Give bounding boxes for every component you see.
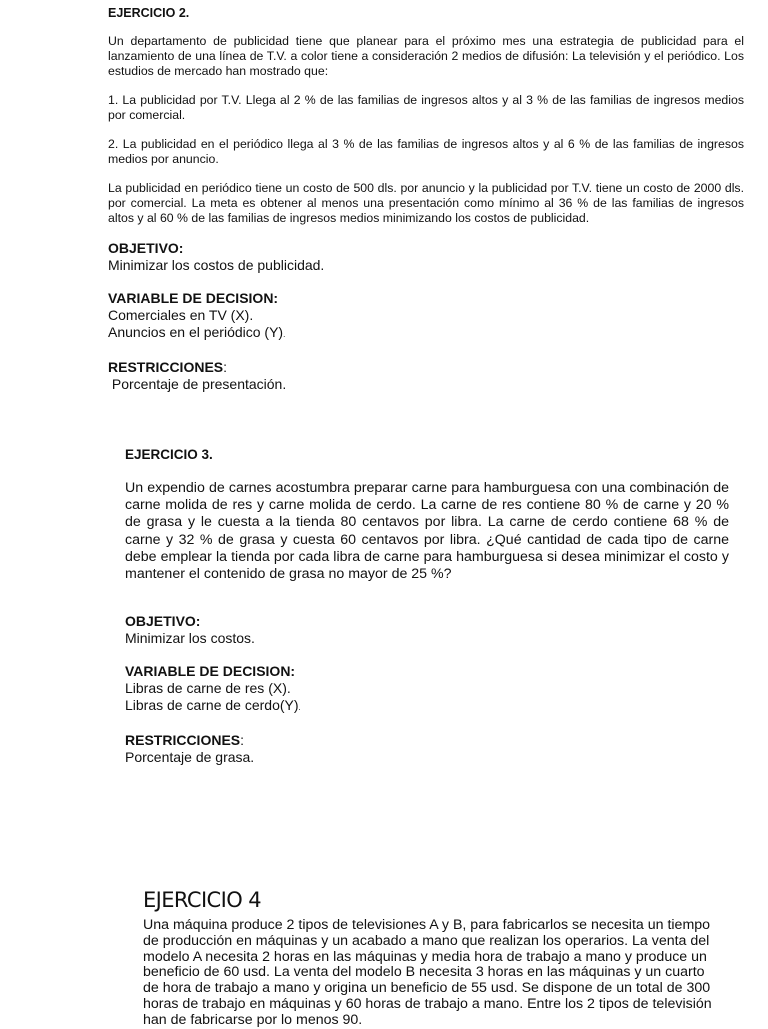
variable-line-y-wrap bbox=[108, 324, 744, 343]
ejercicio-2-point-1: 1. La publicidad por T.V. Llega al 2 % de las familias de ingresos altos y al 3 % de las familias de ingresos medios por comercial. bbox=[108, 93, 744, 122]
colon: : bbox=[240, 732, 245, 749]
ejercicio-3-variable bbox=[125, 663, 729, 716]
ejercicio-2-title: EJERCICIO 2. bbox=[108, 6, 190, 20]
ejercicio-3-restricciones bbox=[125, 732, 729, 766]
ejercicio-2-restricciones bbox=[108, 359, 744, 393]
restricciones-label-wrap bbox=[125, 732, 729, 749]
ejercicio-4-paragraph: Una máquina produce 2 tipos de televisiones A y B, para fabricarlos se necesita un tiempo de producción en máquinas y un acabado a mano que realizan los operarios. La venta del modelo A necesita 2 horas en las máquinas y media hora de trabajo a mano y produce un beneficio de 60 usd. La venta del modelo B necesita 3 horas en las máquinas y un cuarto de hora de trabajo a mano y origina un beneficio de 55 usd. Se dispone de un total de 300 horas de trabajo en máquinas y 60 horas de trabajo a mano. Entre los 2 tipos de televisión han de fabricarse por lo menos 90. bbox=[143, 917, 712, 1028]
variable-line-x: Libras de carne de res (X). bbox=[125, 680, 291, 697]
trailing-dot: . bbox=[298, 703, 301, 713]
restricciones-text: Porcentaje de grasa. bbox=[125, 749, 255, 766]
trailing-dot: . bbox=[283, 330, 286, 339]
ejercicio-2-cost-paragraph: La publicidad en periódico tiene un costo de 500 dls. por anuncio y la publicidad por T.V. tiene un costo de 2000 dls. por comercial. La meta es obtener al menos una presentación como mínimo al 36 % de las familias de ingresos altos y al 60 % de las familias de ingresos medios minimizando los costos de publicidad. bbox=[108, 181, 744, 225]
ejercicio-2-variable bbox=[108, 290, 744, 343]
ejercicio-4-title: EJERCICIO 4 bbox=[143, 888, 261, 912]
restricciones-text: Porcentaje de presentación. bbox=[108, 376, 287, 392]
ejercicio-2-section bbox=[108, 6, 744, 409]
ejercicio-4-section bbox=[143, 888, 719, 1029]
ejercicio-3-title: EJERCICIO 3. bbox=[125, 447, 213, 462]
restricciones-label: RESTRICCIONES bbox=[125, 732, 241, 749]
ejercicio-2-objetivo bbox=[108, 240, 744, 274]
variable-line-y-wrap bbox=[125, 697, 729, 716]
objetivo-text: Minimizar los costos. bbox=[125, 630, 255, 647]
colon: : bbox=[223, 359, 228, 375]
restricciones-label: RESTRICCIONES bbox=[108, 359, 224, 375]
variable-label: VARIABLE DE DECISION: bbox=[108, 290, 279, 306]
variable-line-x: Comerciales en TV (X). bbox=[108, 307, 254, 323]
restricciones-label-wrap bbox=[108, 359, 744, 376]
objetivo-text: Minimizar los costos de publicidad. bbox=[108, 257, 325, 273]
ejercicio-3-objetivo bbox=[125, 613, 729, 647]
objetivo-label: OBJETIVO: bbox=[125, 613, 201, 630]
variable-line-y: Libras de carne de cerdo(Y) bbox=[125, 697, 299, 714]
ejercicio-2-point-2: 2. La publicidad en el periódico llega al 3 % de las familias de ingresos altos y al 6 % de las familias de ingresos medios por anuncio. bbox=[108, 137, 744, 166]
ejercicio-3-section bbox=[125, 447, 729, 782]
variable-line-y: Anuncios en el periódico (Y) bbox=[108, 324, 284, 340]
ejercicio-2-intro: Un departamento de publicidad tiene que planear para el próximo mes una estrategia de publicidad para el lanzamiento de una línea de T.V. a color tiene a consideración 2 medios de difusión: La televisión y el periódico. Los estudios de mercado han mostrado que: bbox=[108, 34, 744, 78]
variable-label: VARIABLE DE DECISION: bbox=[125, 663, 296, 680]
objetivo-label: OBJETIVO: bbox=[108, 240, 184, 256]
ejercicio-3-paragraph: Un expendio de carnes acostumbra preparar carne para hamburguesa con una combinación de carne molida de res y carne molida de cerdo. La carne de res contiene 80 % de carne y 20 % de grasa y le cuesta a la tienda 80 centavos por libra. La carne de cerdo contiene 68 % de carne y 32 % de grasa y cuesta 60 centavos por libra. ¿Qué cantidad de cada tipo de carne debe emplear la tienda por cada libra de carne para hamburguesa si desea minimizar el costo y mantener el contenido de grasa no mayor de 25 %? bbox=[125, 480, 729, 583]
